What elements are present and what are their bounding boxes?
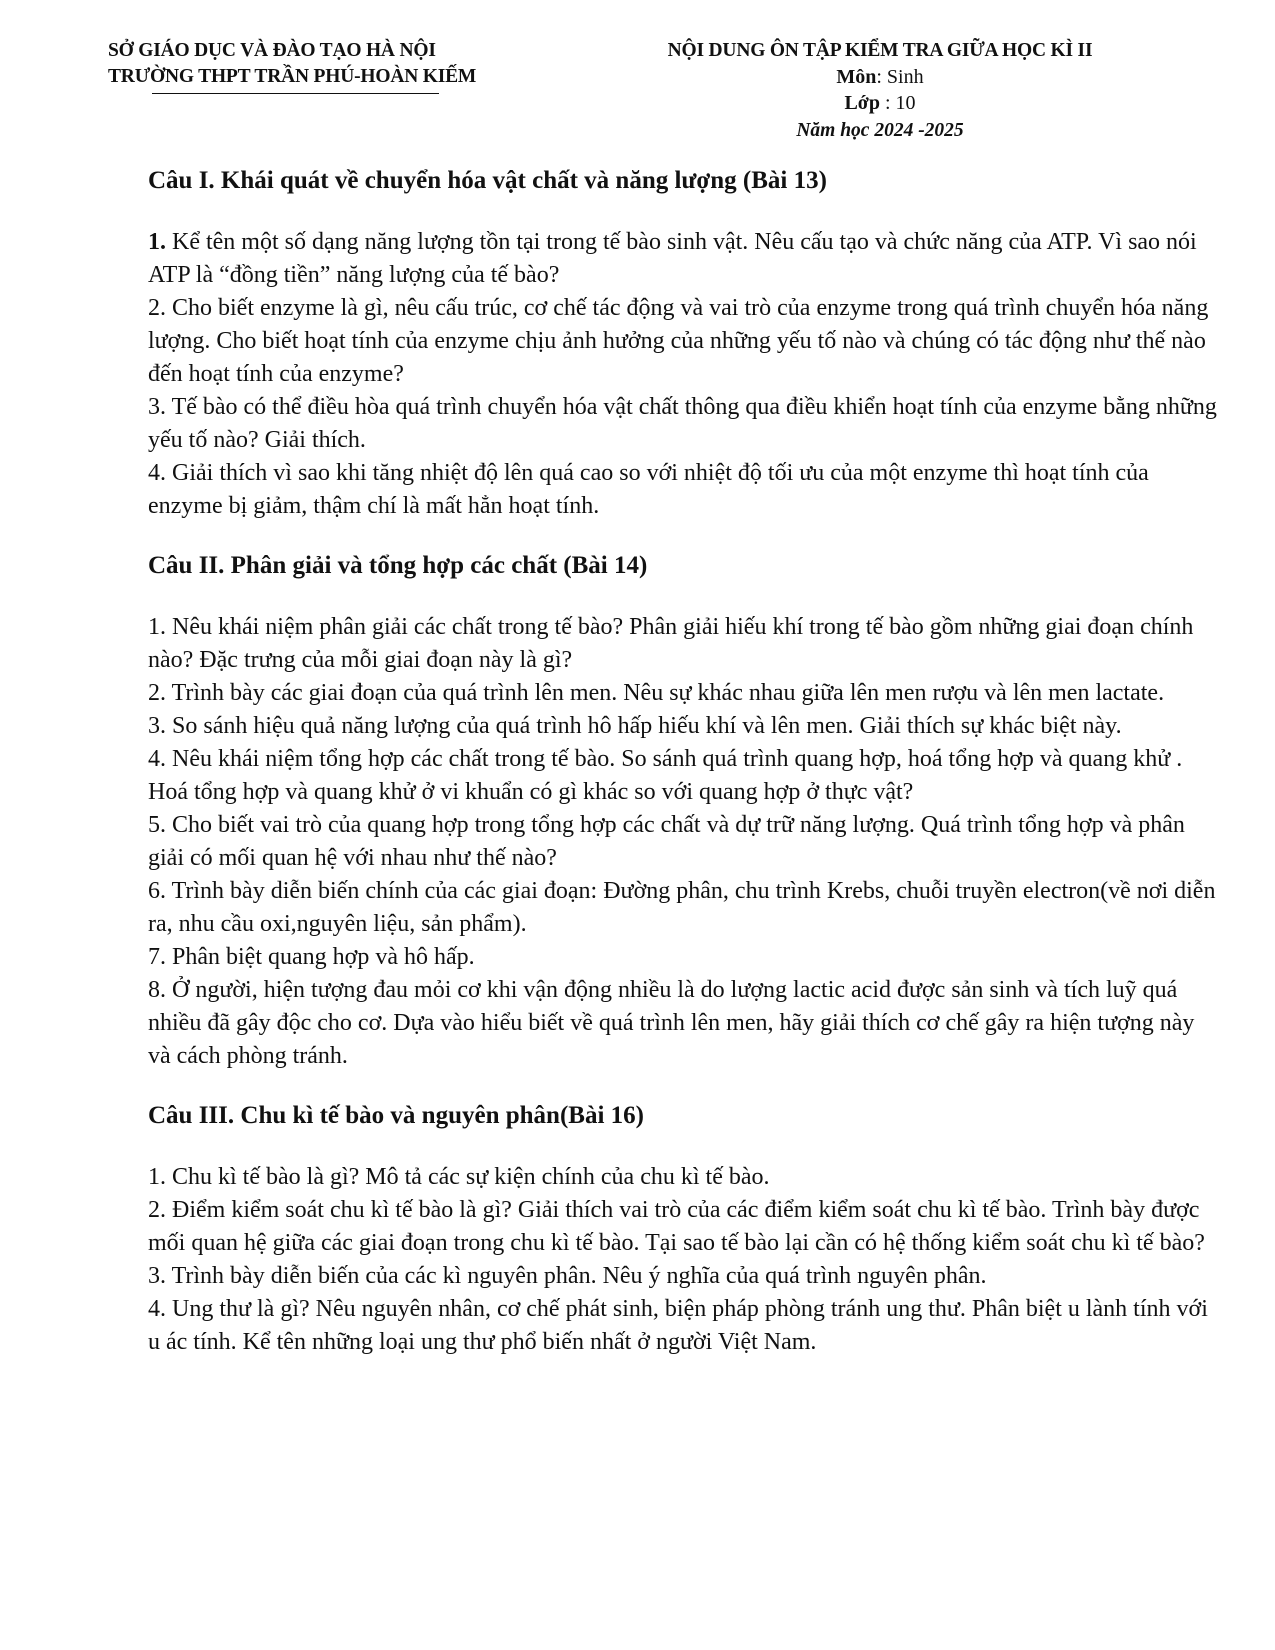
question-number: 3. [148,394,166,420]
question-item [148,611,1218,677]
question-text: Ung thư là gì? Nêu nguyên nhân, cơ chế phát sinh, biện pháp phòng tránh ung thư. Phân biệt u lành tính với u ác tính. Kể tên những loại ung thư phổ biến nhất ở người Việt Nam. [148,1296,1208,1355]
question-number: 8. [148,977,166,1003]
question-text: Tế bào có thể điều hòa quá trình chuyển hóa vật chất thông qua điều khiển hoạt tính của enzyme bằng những yếu tố nào? Giải thích. [148,394,1217,453]
question-text: Giải thích vì sao khi tăng nhiệt độ lên quá cao so với nhiệt độ tối ưu của một enzyme thì hoạt tính của enzyme bị giảm, thậm chí là mất hẳn hoạt tính. [148,460,1149,519]
question-number: 7. [148,944,166,970]
question-text: Cho biết enzyme là gì, nêu cấu trúc, cơ chế tác động và vai trò của enzyme trong quá trình chuyển hóa năng lượng. Cho biết hoạt tính của enzyme chịu ảnh hưởng của những yếu tố nào và chúng có tác động như thế nào đến hoạt tính của enzyme? [148,295,1209,387]
subject-label: Môn [836,66,877,88]
question-number: 1. [148,614,166,640]
question-text: Trình bày diễn biến chính của các giai đoạn: Đường phân, chu trình Krebs, chuỗi truyền electron(về nơi diễn ra, nhu cầu oxi,nguyên liệu, sản phẩm). [148,878,1216,937]
question-number: 4. [148,460,166,486]
class-line [600,90,1160,116]
section-title: Câu II. Phân giải và tổng hợp các chất (Bài 14) [148,552,648,579]
question-text: Phân biệt quang hợp và hô hấp. [166,944,475,970]
question-number: 4. [148,1296,166,1322]
question-text: Cho biết vai trò của quang hợp trong tổng hợp các chất và dự trữ năng lượng. Quá trình tổng hợp và phân giải có mối quan hệ với nhau như thế nào? [148,812,1185,871]
question-number: 1. [148,229,166,255]
question-text: Nêu khái niệm phân giải các chất trong tế bào? Phân giải hiếu khí trong tế bào gồm những giai đoạn chính nào? Đặc trưng của mỗi giai đoạn này là gì? [148,614,1194,673]
school-name: TRƯỜNG THPT TRẦN PHÚ-HOÀN KIẾM [108,66,477,87]
document-heading [600,38,1160,144]
question-text: Ở người, hiện tượng đau mỏi cơ khi vận động nhiều là do lượng lactic acid được sản sinh và tích luỹ quá nhiều đã gây độc cho cơ. Dựa vào hiểu biết về quá trình lên men, hãy giải thích cơ chế gây ra hiện tượng này và cách phòng tránh. [148,977,1195,1069]
question-item [148,710,1218,743]
question-item [148,1293,1218,1359]
question-number: 5. [148,812,166,838]
question-number: 1. [148,1164,166,1190]
question-number: 2. [148,295,166,321]
question-text: Trình bày diễn biến của các kì nguyên phân. Nêu ý nghĩa của quá trình nguyên phân. [166,1263,987,1289]
question-item [148,809,1218,875]
question-number: 3. [148,1263,166,1289]
question-text: Điểm kiểm soát chu kì tế bào là gì? Giải thích vai trò của các điểm kiểm soát chu kì tế bào. Trình bày được mối quan hệ giữa các giai đoạn trong chu kì tế bào. Tại sao tế bào lại cần có hệ thống kiểm soát chu kì tế bào? [148,1197,1205,1256]
question-item [148,743,1218,809]
question-number: 6. [148,878,166,904]
question-item [148,974,1218,1073]
question-text: Trình bày các giai đoạn của quá trình lên men. Nêu sự khác nhau giữa lên men rượu và lên men lactate. [166,680,1165,706]
question-item [148,677,1218,710]
question-number: 2. [148,1197,166,1223]
question-item [148,1194,1218,1260]
question-item [148,457,1218,523]
class-label: Lớp [844,92,880,114]
question-number: 4. [148,746,166,772]
question-item [148,941,1218,974]
question-item [148,1260,1218,1293]
document-title: NỘI DUNG ÔN TẬP KIỂM TRA GIỮA HỌC KÌ II [667,40,1093,61]
department-name: SỞ GIÁO DỤC VÀ ĐÀO TẠO HÀ NỘI [108,40,436,61]
document-body [148,164,1218,1385]
question-text: Kể tên một số dạng năng lượng tồn tại trong tế bào sinh vật. Nêu cấu tạo và chức năng của ATP. Vì sao nói ATP là “đồng tiền” năng lượng của tế bào? [148,229,1197,288]
question-number: 2. [148,680,166,706]
class-value: : 10 [879,92,916,114]
question-text: So sánh hiệu quả năng lượng của quá trình hô hấp hiếu khí và lên men. Giải thích sự khác biệt này. [166,713,1122,739]
subject-value: : Sinh [876,66,924,88]
section-3 [148,1099,1218,1359]
section-1 [148,164,1218,523]
section-title: Câu I. Khái quát về chuyển hóa vật chất và năng lượng (Bài 13) [148,167,827,194]
question-item [148,391,1218,457]
school-header [108,38,578,90]
question-item [148,875,1218,941]
question-text: Nêu khái niệm tổng hợp các chất trong tế bào. So sánh quá trình quang hợp, hoá tổng hợp và quang khử . Hoá tổng hợp và quang khử ở vi khuẩn có gì khác so với quang hợp ở thực vật? [148,746,1183,805]
header-underline [152,93,439,94]
question-number: 3. [148,713,166,739]
question-item [148,292,1218,391]
subject-line [600,64,1160,90]
section-2 [148,549,1218,1073]
question-text: Chu kì tế bào là gì? Mô tả các sự kiện chính của chu kì tế bào. [166,1164,770,1190]
question-item [148,1161,1218,1194]
section-title: Câu III. Chu kì tế bào và nguyên phân(Bài 16) [148,1102,644,1129]
question-item [148,226,1218,292]
school-year: Năm học 2024 -2025 [796,120,964,141]
